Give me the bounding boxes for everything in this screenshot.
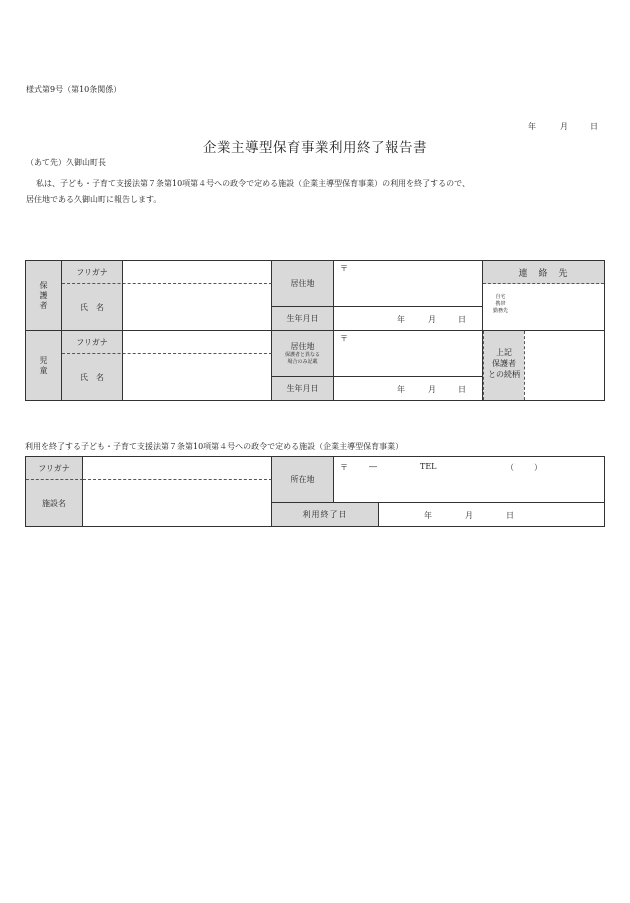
facility-tel-paren-open: （ — [506, 463, 514, 472]
facility-postal-dash: ― — [369, 462, 377, 471]
guardian-name-label: 氏 名 — [62, 284, 123, 331]
contact-labels — [493, 294, 508, 315]
end-date-year: 年 — [424, 511, 432, 520]
contact-mobile-label: 携帯 — [495, 301, 506, 307]
facility-furigana-label: フリガナ — [26, 457, 83, 480]
page-title: 企業主導型保育事業利用終了報告書 — [203, 140, 427, 156]
guardian-label-cell — [26, 261, 62, 331]
child-birth-label: 生年月日 — [272, 377, 334, 400]
child-label: 児童 — [39, 355, 48, 376]
guardian-name-field[interactable] — [123, 284, 272, 331]
guardian-residence-label: 居住地 — [272, 261, 334, 307]
end-date-field[interactable] — [379, 503, 604, 526]
child-residence-label: 居住地 — [290, 342, 315, 351]
guardian-residence-field[interactable] — [334, 261, 483, 307]
form-number: 様式第9号（第10条関係） — [26, 85, 122, 94]
relation-label-2: 保護者 — [492, 359, 516, 368]
addressee: （あて先）久御山町長 — [26, 158, 106, 167]
guardian-birth-month: 月 — [428, 315, 436, 324]
child-birth-day: 日 — [458, 385, 466, 394]
end-date-month: 月 — [465, 511, 473, 520]
child-residence-note-2: 場合のみ記載 — [287, 359, 318, 365]
facility-tel-paren-close: ） — [534, 463, 542, 472]
facility-location-label: 所在地 — [272, 457, 334, 503]
facility-heading: 利用を終了する子ども・子育て支援法第７条第10項第４号への政令で定める施設（企業主導型保育事業） — [25, 442, 404, 451]
contact-field[interactable] — [483, 284, 604, 331]
relation-field[interactable] — [524, 331, 604, 400]
contact-home-label: 自宅 — [495, 294, 506, 300]
child-birth-field[interactable] — [334, 377, 483, 400]
date-day-label: 日 — [590, 122, 598, 131]
guardian-birth-label: 生年月日 — [272, 307, 334, 331]
child-name-label: 氏 名 — [62, 354, 123, 400]
facility-name-field[interactable] — [83, 480, 272, 526]
guardian-birth-day: 日 — [458, 315, 466, 324]
guardian-furigana-field[interactable] — [62, 261, 272, 284]
guardian-postal-mark: 〒 — [340, 264, 348, 273]
guardian-birth-year: 年 — [397, 315, 405, 324]
facility-location-field[interactable] — [334, 457, 604, 503]
child-furigana-label: フリガナ — [62, 331, 123, 354]
contact-header: 連 絡 先 — [483, 261, 604, 284]
relation-label-1: 上記 — [496, 348, 512, 357]
facility-tel-label: TEL — [420, 462, 437, 471]
child-residence-note-1: 保護者と異なる — [284, 352, 320, 358]
child-residence-label-cell — [272, 331, 334, 377]
body-line-2: 居住地である久御山町に報告します。 — [26, 195, 162, 204]
facility-furigana-field[interactable] — [83, 457, 272, 480]
date-year-label: 年 — [528, 122, 536, 131]
facility-name-label: 施設名 — [26, 480, 83, 526]
relation-label-cell — [483, 331, 524, 400]
date-month-label: 月 — [560, 122, 568, 131]
guardian-birth-field[interactable] — [334, 307, 483, 331]
child-birth-month: 月 — [428, 385, 436, 394]
guardian-furigana-label: フリガナ — [62, 261, 123, 284]
child-label-cell — [26, 331, 62, 400]
child-furigana-field[interactable] — [62, 331, 272, 354]
guardian-label: 保護者 — [39, 280, 48, 311]
end-date-label: 利用終了日 — [272, 503, 379, 526]
facility-postal-mark: 〒 — [340, 463, 348, 472]
end-date-day: 日 — [506, 511, 514, 520]
child-residence-field[interactable] — [334, 331, 483, 377]
child-birth-year: 年 — [397, 385, 405, 394]
contact-work-label: 勤務先 — [493, 308, 509, 314]
child-postal-mark: 〒 — [340, 334, 348, 343]
body-line-1: 私は、子ども・子育て支援法第７条第10項第４号への政令で定める施設（企業主導型保育事業）の利用を終了するので、 — [36, 179, 471, 188]
relation-label-3: との続柄 — [488, 370, 520, 379]
child-name-field[interactable] — [123, 354, 272, 400]
